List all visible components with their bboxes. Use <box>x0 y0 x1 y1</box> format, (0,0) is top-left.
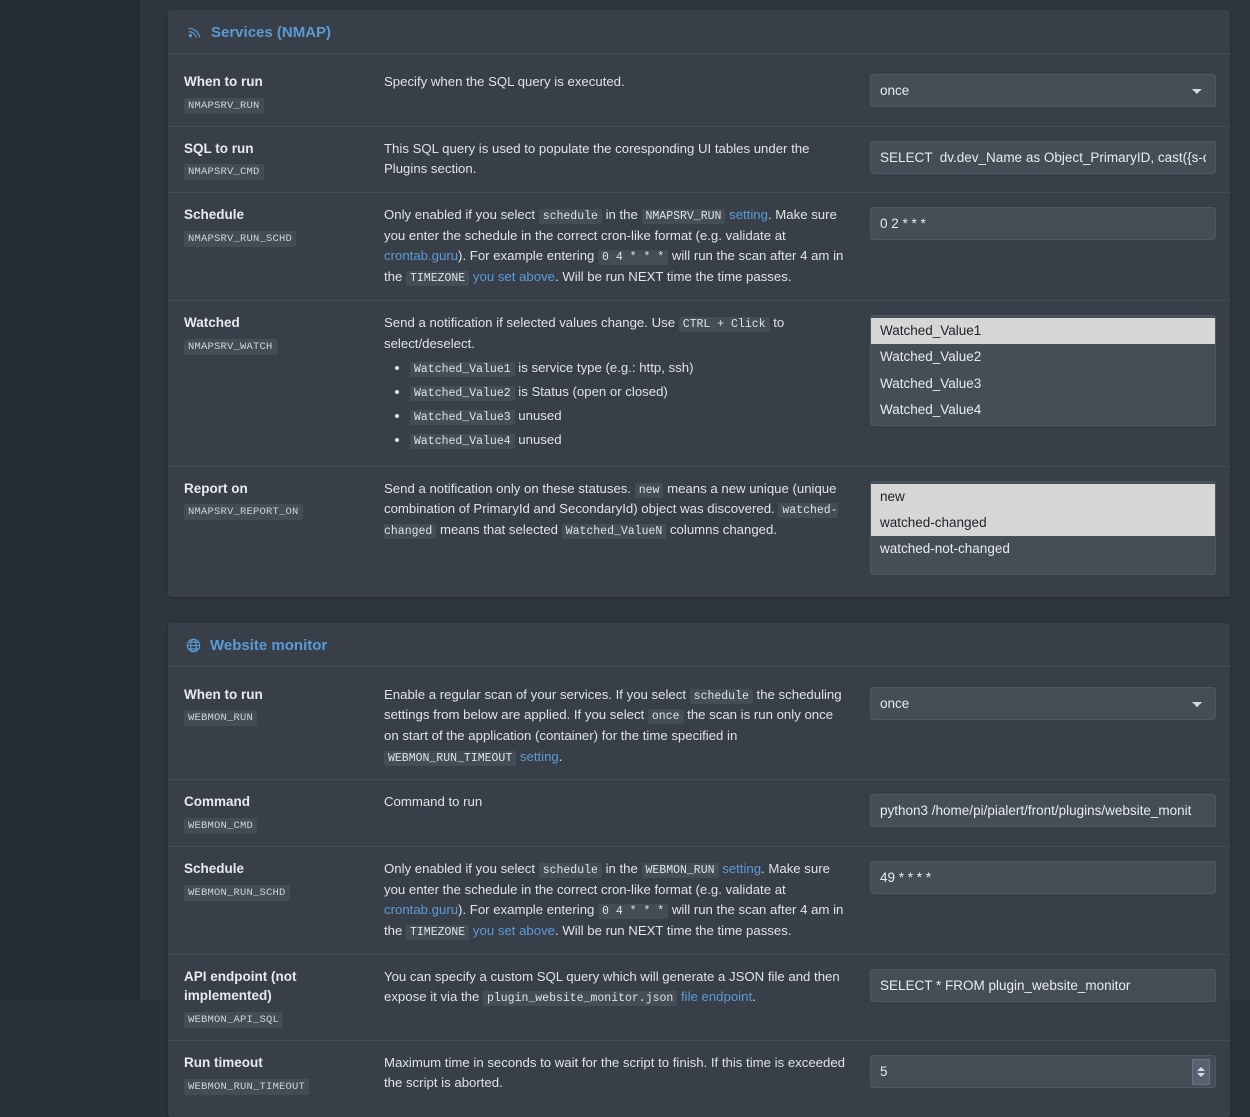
setting-row-webmon-run-schd <box>168 847 1230 955</box>
inline-link[interactable]: crontab.guru <box>384 248 459 264</box>
inline-code: WEBMON_RUN <box>642 863 719 878</box>
section-rows <box>168 667 1230 1117</box>
listbox-nmapsrv-report-on[interactable] <box>870 481 1216 575</box>
setting-description: Only enabled if you select schedule in the WEBMON_RUN setting. Make sure you enter the schedule in the correct cron-like format (e.g. validate at crontab.guru). For example entering 0 4 * * * will run the scan after 4 am in the TIMEZONE you set above. Will be run NEXT time the time passes. <box>384 860 844 940</box>
setting-label-cell <box>182 205 384 247</box>
inline-code: plugin_website_monitor.json <box>483 991 677 1006</box>
section-header-services-nmap <box>168 10 1230 54</box>
setting-control-cell <box>870 1053 1216 1088</box>
setting-key: WEBMON_RUN_SCHD <box>184 885 290 901</box>
description-list-item: • Watched_Value1 is service type (e.g.: http, ssh) <box>410 358 848 379</box>
setting-description: Enable a regular scan of your services. If you select schedule the scheduling settings from below are applied. If you select once the scan is run only once on start of the application (container) for the time specified in WEBMON_RUN_TIMEOUT setting. <box>384 686 842 765</box>
inline-code: TIMEZONE <box>406 925 469 940</box>
description-list <box>384 358 848 450</box>
listbox-option[interactable]: Watched_Value4 <box>880 401 982 417</box>
setting-row-webmon-api-sql <box>168 955 1230 1041</box>
setting-label-cell <box>182 72 384 114</box>
setting-title: When to run <box>184 74 263 89</box>
setting-control-cell <box>870 205 1216 240</box>
settings-content <box>140 0 1250 1093</box>
setting-label-cell <box>182 859 384 901</box>
setting-row-nmapsrv-run-schd <box>168 193 1230 301</box>
setting-title: When to run <box>184 686 263 702</box>
setting-control-cell <box>870 313 1216 426</box>
inline-code: NMAPSRV_RUN <box>642 209 726 224</box>
setting-key: NMAPSRV_WATCH <box>184 339 277 355</box>
setting-title: API endpoint (not implemented) <box>184 968 297 1004</box>
input-webmon-run-schd[interactable] <box>870 861 1216 894</box>
setting-title: SQL to run <box>184 140 254 156</box>
select-webmon-run[interactable] <box>870 687 1216 720</box>
listbox-nmapsrv-watch[interactable] <box>870 315 1216 426</box>
description-list-item: • Watched_Value2 is Status (open or closed) <box>410 382 848 403</box>
inline-code: Watched_ValueN <box>562 524 667 539</box>
setting-key: WEBMON_CMD <box>184 818 257 834</box>
section-rows <box>168 54 1230 597</box>
setting-title: Run timeout <box>184 1055 263 1070</box>
input-nmapsrv-cmd[interactable] <box>870 141 1216 174</box>
setting-control-cell <box>870 139 1216 174</box>
listbox-option[interactable]: watched-changed <box>871 510 1215 536</box>
section-website-monitor <box>168 623 1230 1117</box>
setting-description: Only enabled if you select schedule in the NMAPSRV_RUN setting. Make sure you enter the schedule in the correct cron-like format (e.g. validate at crontab.guru). For example entering 0 4 * * * will run the scan after 4 am in the TIMEZONE you set above. Will be run NEXT time the time passes. <box>384 207 844 286</box>
inline-link[interactable]: file endpoint <box>680 989 753 1005</box>
setting-description: Send a notification only on these statuses. new means a new unique (unique combination of PrimaryId and SecondaryId) object was discovered. watched-changed means that selected Watched_ValueN columns changed. <box>384 480 838 539</box>
setting-row-nmapsrv-run <box>168 60 1230 127</box>
setting-label-cell <box>182 139 384 181</box>
section-header-website-monitor <box>168 623 1230 667</box>
setting-control-cell <box>870 859 1216 894</box>
setting-title: Watched <box>184 315 240 331</box>
setting-control-cell <box>870 72 1216 107</box>
setting-row-webmon-cmd <box>168 780 1230 847</box>
input-webmon-api-sql[interactable] <box>870 969 1216 1002</box>
select-nmapsrv-run[interactable] <box>870 74 1216 107</box>
setting-control-cell <box>870 685 1216 720</box>
inline-code: schedule <box>539 863 602 878</box>
inline-code: Watched_Value2 <box>410 386 515 401</box>
setting-row-webmon-run <box>168 673 1230 781</box>
setting-key: NMAPSRV_RUN_SCHD <box>184 231 296 247</box>
setting-title: Report on <box>184 480 248 496</box>
setting-label-cell <box>182 967 384 1028</box>
globe-icon <box>186 638 201 653</box>
setting-row-webmon-run-timeout <box>168 1041 1230 1107</box>
number-wrap-webmon-run-timeout <box>870 1055 1216 1088</box>
setting-title: Schedule <box>184 207 245 223</box>
setting-label-cell <box>182 479 384 521</box>
setting-label-cell <box>182 792 384 834</box>
listbox-option[interactable]: Watched_Value2 <box>880 349 982 365</box>
inline-link[interactable]: setting <box>722 860 762 876</box>
setting-description: Specify when the SQL query is executed. <box>384 74 625 89</box>
inline-code: Watched_Value3 <box>410 410 515 425</box>
setting-row-nmapsrv-watch <box>168 301 1230 467</box>
description-list-item: • Watched_Value4 unused <box>410 430 848 451</box>
setting-description: This SQL query is used to populate the coresponding UI tables under the Plugins section. <box>384 140 810 177</box>
inline-code: 0 4 * * * <box>598 904 668 919</box>
setting-description: Command to run <box>384 794 483 810</box>
section-title: Website monitor <box>210 636 328 654</box>
inline-link[interactable]: setting <box>519 748 559 764</box>
setting-description: Maximum time in seconds to wait for the script to finish. If this time is exceeded the script is aborted. <box>384 1055 846 1091</box>
setting-row-nmapsrv-cmd <box>168 127 1230 194</box>
section-title: Services (NMAP) <box>211 24 332 41</box>
inline-code: once <box>648 709 684 724</box>
setting-title: Schedule <box>184 860 245 876</box>
inline-link[interactable]: setting <box>729 207 768 223</box>
listbox-option[interactable]: Watched_Value3 <box>880 375 982 391</box>
setting-key: NMAPSRV_REPORT_ON <box>184 504 303 520</box>
setting-key: NMAPSRV_RUN <box>184 98 264 114</box>
setting-label-cell <box>182 1053 384 1095</box>
setting-control-cell <box>870 479 1216 575</box>
inline-code: new <box>635 483 664 498</box>
radar-icon <box>186 25 202 40</box>
left-gutter <box>0 0 140 1000</box>
setting-row-nmapsrv-report-on <box>168 467 1230 587</box>
input-webmon-cmd[interactable] <box>870 794 1216 827</box>
setting-key: WEBMON_RUN_TIMEOUT <box>184 1079 309 1095</box>
setting-control-cell <box>870 792 1216 827</box>
setting-control-cell <box>870 967 1216 1002</box>
listbox-option[interactable]: new <box>871 484 1215 510</box>
inline-code: CTRL + Click <box>679 317 770 332</box>
stepper-webmon-run-timeout[interactable] <box>1192 1059 1210 1085</box>
inline-code: Watched_Value1 <box>410 362 515 377</box>
inline-code: schedule <box>539 209 602 224</box>
description-list-item: • Watched_Value3 unused <box>410 406 848 427</box>
inline-code: Watched_Value4 <box>410 434 515 449</box>
inline-code: 0 4 * * * <box>598 250 668 265</box>
inline-link[interactable]: crontab.guru <box>384 902 459 918</box>
setting-label-cell <box>182 313 384 355</box>
input-webmon-run-timeout[interactable] <box>870 1055 1216 1088</box>
setting-description: You can specify a custom SQL query which will generate a JSON file and then expose it via the plugin_website_monitor.json file endpoint. <box>384 968 840 1006</box>
listbox-option[interactable]: Watched_Value1 <box>871 318 1215 344</box>
setting-label-cell <box>182 685 384 727</box>
inline-link[interactable]: you set above <box>472 269 556 285</box>
inline-link[interactable]: you set above <box>472 923 556 939</box>
section-services-nmap <box>168 10 1230 597</box>
inline-code: watched-changed <box>384 504 838 539</box>
setting-key: NMAPSRV_CMD <box>184 164 264 180</box>
inline-code: WEBMON_RUN_TIMEOUT <box>384 751 516 766</box>
setting-title: Command <box>184 794 251 810</box>
listbox-option[interactable]: watched-not-changed <box>880 541 1010 557</box>
inline-code: TIMEZONE <box>406 271 469 286</box>
inline-code: schedule <box>690 689 753 704</box>
setting-description: Send a notification if selected values change. Use CTRL + Click to select/deselect. • Watched_Value1 is service type (e.g.: http, ssh) • Watched_Value2 is Status (open or closed) • Watched_Value3 unused • Watched_Value4 unused <box>384 313 870 454</box>
setting-key: WEBMON_API_SQL <box>184 1012 283 1028</box>
input-nmapsrv-run-schd[interactable] <box>870 207 1216 240</box>
setting-key: WEBMON_RUN <box>184 710 257 726</box>
